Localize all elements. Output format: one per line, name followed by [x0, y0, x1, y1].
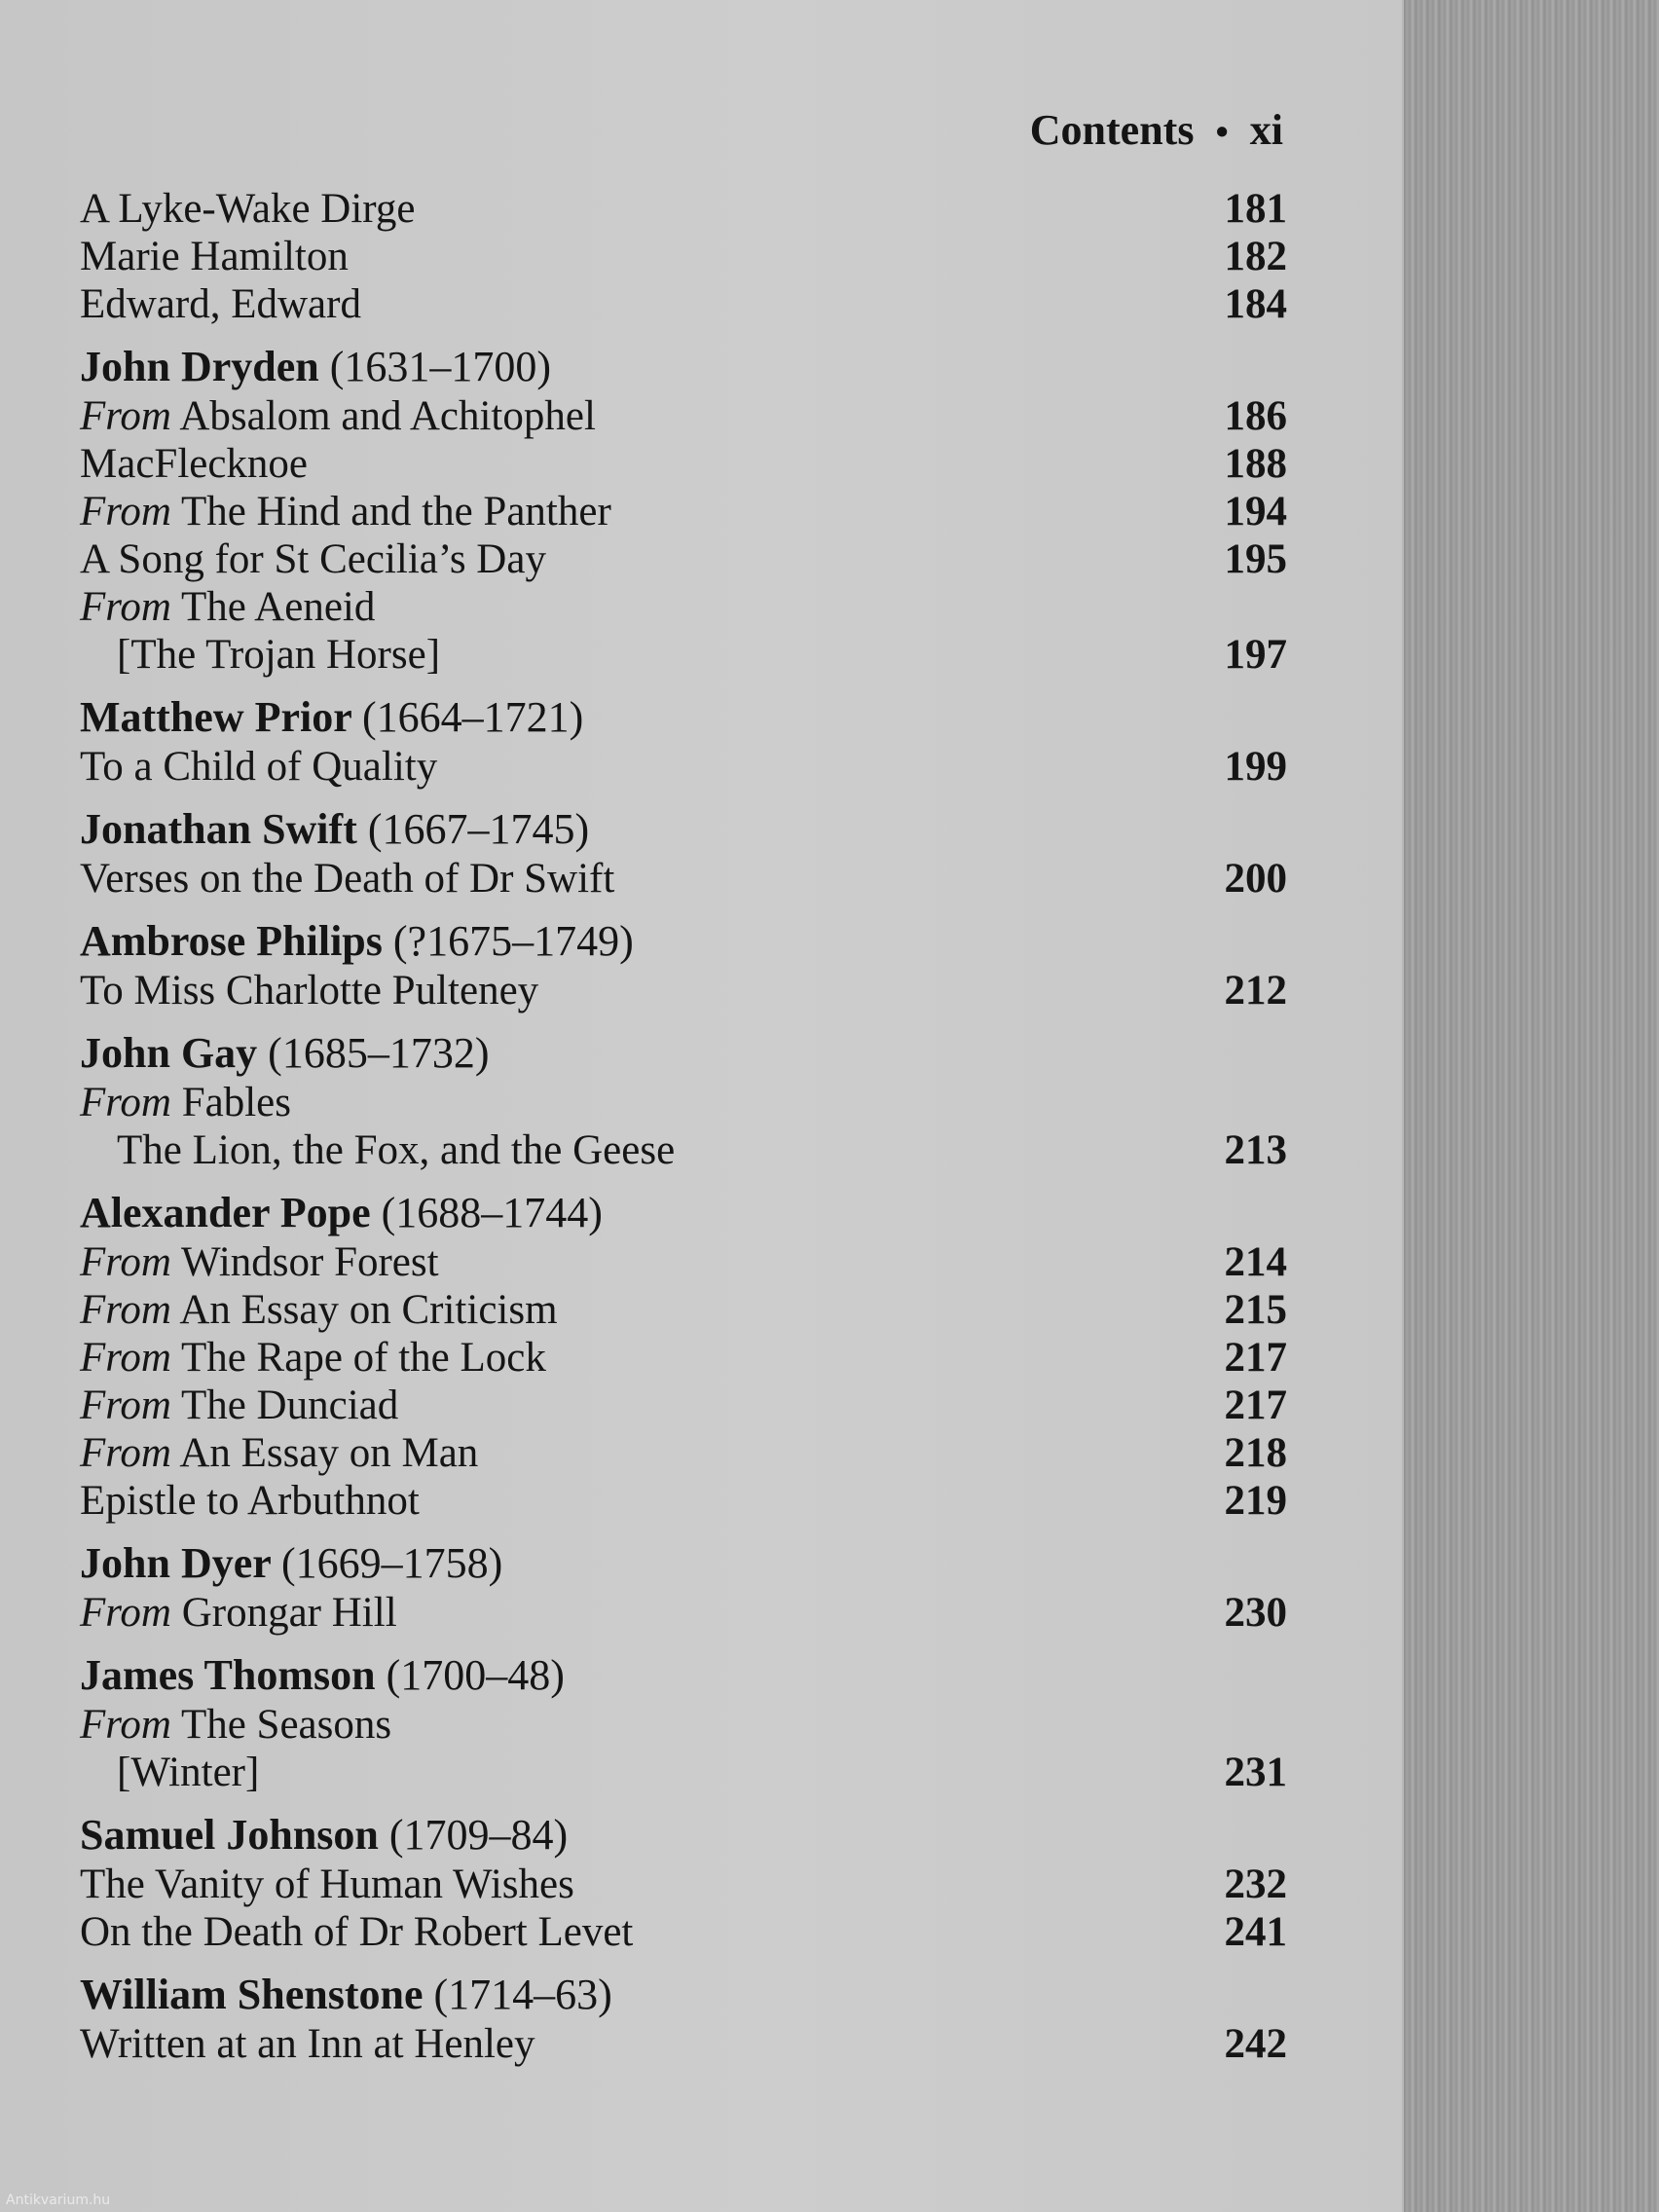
entry-title — [80, 1286, 558, 1334]
entry-title — [80, 1238, 439, 1286]
toc-entry — [80, 631, 1287, 679]
toc-entry — [80, 1908, 1287, 1956]
entry-title — [80, 1589, 397, 1637]
toc-entry — [80, 1238, 1287, 1286]
entry-title — [80, 392, 596, 440]
entry-title-text: The Seasons — [180, 1702, 392, 1748]
toc-entry — [80, 1429, 1287, 1477]
author-dates: (1669–1758) — [280, 1539, 503, 1587]
entry-title-text: Windsor Forest — [180, 1239, 439, 1285]
author-name: James Thomson — [80, 1651, 376, 1699]
entry-page-number: 231 — [1224, 1750, 1287, 1795]
toc-author-group — [80, 185, 1287, 328]
entry-prefix: From — [80, 1430, 171, 1476]
entry-title — [80, 631, 440, 679]
toc-entry — [80, 280, 1287, 328]
entry-prefix: From — [80, 489, 171, 535]
entry-title-text: An Essay on Criticism — [179, 1287, 558, 1333]
entry-title-text: The Aeneid — [180, 584, 376, 630]
entry-page-number: 181 — [1224, 186, 1287, 232]
author-dates: (?1675–1749) — [392, 917, 634, 965]
author-dates: (1700–48) — [386, 1651, 565, 1699]
author-dates: (1688–1744) — [381, 1189, 603, 1236]
toc-author-group — [80, 916, 1287, 1014]
toc-entry — [80, 1126, 1287, 1174]
author-name: John Dryden — [80, 343, 319, 390]
toc-entry — [80, 1749, 1287, 1796]
toc-entry — [80, 1382, 1287, 1429]
toc-entry — [80, 855, 1287, 903]
toc-entry — [80, 1286, 1287, 1334]
entry-title — [80, 1126, 675, 1174]
entry-title-text: Fables — [181, 1080, 291, 1125]
entry-title — [80, 2020, 535, 2068]
entry-title — [80, 1701, 391, 1749]
author-name: William Shenstone — [80, 1971, 424, 2018]
author-heading — [80, 1188, 1287, 1238]
entry-title-text: To Miss Charlotte Pulteney — [80, 968, 539, 1014]
entry-title-text: Absalom and Achitophel — [179, 393, 596, 439]
entry-page-number: 194 — [1224, 489, 1287, 535]
entry-page-number: 215 — [1224, 1287, 1287, 1333]
entry-title-text: The Vanity of Human Wishes — [80, 1862, 574, 1907]
entry-title-text: Edward, Edward — [80, 281, 361, 327]
entry-page-number: 199 — [1224, 744, 1287, 790]
author-heading — [80, 1970, 1287, 2020]
author-name: Matthew Prior — [80, 693, 351, 741]
author-heading — [80, 1538, 1287, 1589]
entry-title-text: On the Death of Dr Robert Levet — [80, 1909, 634, 1955]
entry-page-number: 188 — [1224, 441, 1287, 487]
entry-page-number: 184 — [1224, 281, 1287, 327]
entry-title — [80, 1749, 259, 1796]
entry-page-number: 186 — [1224, 393, 1287, 439]
entry-title-text: [Winter] — [117, 1750, 260, 1795]
entry-prefix: From — [80, 1590, 171, 1636]
entry-prefix: From — [80, 1239, 171, 1285]
entry-title-text: Epistle to Arbuthnot — [80, 1478, 420, 1524]
author-heading — [80, 692, 1287, 743]
toc-entry — [80, 392, 1287, 440]
entry-page-number: 242 — [1224, 2021, 1287, 2067]
entry-page-number: 212 — [1224, 968, 1287, 1014]
author-heading — [80, 1810, 1287, 1861]
entry-page-number: 217 — [1224, 1335, 1287, 1381]
entry-title-text: A Lyke-Wake Dirge — [80, 186, 416, 232]
author-heading — [80, 1650, 1287, 1701]
entry-title-text: MacFlecknoe — [80, 441, 309, 487]
entry-page-number: 213 — [1224, 1127, 1287, 1173]
entry-title-text: Written at an Inn at Henley — [80, 2021, 535, 2067]
entry-prefix: From — [80, 1335, 171, 1381]
toc-author-group — [80, 692, 1287, 791]
toc-author-group — [80, 804, 1287, 903]
entry-page-number: 230 — [1224, 1590, 1287, 1636]
author-dates: (1664–1721) — [361, 693, 584, 741]
running-header — [974, 105, 1283, 155]
toc-entry — [80, 1334, 1287, 1382]
author-name: Ambrose Philips — [80, 917, 383, 965]
toc-entry — [80, 185, 1287, 233]
entry-title — [80, 855, 614, 903]
entry-title-text: Grongar Hill — [181, 1590, 397, 1636]
entry-prefix: From — [80, 1287, 171, 1333]
entry-title — [80, 440, 308, 488]
author-name: John Gay — [80, 1029, 258, 1077]
toc-entry — [80, 535, 1287, 583]
entry-title — [80, 1079, 291, 1126]
toc-author-group — [80, 1028, 1287, 1174]
toc-author-group — [80, 1188, 1287, 1525]
entry-title — [80, 583, 375, 631]
author-heading — [80, 342, 1287, 392]
entry-title — [80, 233, 349, 280]
entry-page-number: 218 — [1224, 1430, 1287, 1476]
toc-author-group — [80, 1810, 1287, 1956]
entry-title — [80, 488, 611, 535]
author-dates: (1714–63) — [433, 1971, 612, 2018]
toc-author-group — [80, 342, 1287, 679]
entry-title-text: The Rape of the Lock — [180, 1335, 546, 1381]
toc-entry — [80, 440, 1287, 488]
header-separator: • — [1215, 112, 1229, 153]
entry-page-number: 200 — [1224, 856, 1287, 902]
table-of-contents — [80, 185, 1287, 2082]
page-edge-background — [1402, 0, 1659, 2212]
entry-title-text: Marie Hamilton — [80, 234, 349, 279]
toc-entry — [80, 1079, 1287, 1126]
author-name: Samuel Johnson — [80, 1811, 379, 1859]
entry-page-number: 217 — [1224, 1382, 1287, 1428]
entry-title-text: A Song for St Cecilia’s Day — [80, 536, 546, 582]
entry-title — [80, 1334, 546, 1382]
author-heading — [80, 804, 1287, 855]
entry-title-text: [The Trojan Horse] — [117, 632, 441, 678]
entry-prefix: From — [80, 584, 171, 630]
toc-entry — [80, 743, 1287, 791]
toc-entry — [80, 1701, 1287, 1749]
header-page-number: xi — [1249, 106, 1283, 154]
entry-title — [80, 535, 546, 583]
author-name: John Dyer — [80, 1539, 271, 1587]
entry-title — [80, 1429, 478, 1477]
toc-author-group — [80, 1650, 1287, 1796]
entry-page-number: 232 — [1224, 1862, 1287, 1907]
author-name: Jonathan Swift — [80, 805, 357, 853]
toc-author-group — [80, 1538, 1287, 1637]
author-dates: (1685–1732) — [268, 1029, 490, 1077]
entry-title-text: An Essay on Man — [179, 1430, 479, 1476]
entry-page-number: 214 — [1224, 1239, 1287, 1285]
entry-prefix: From — [80, 393, 171, 439]
author-dates: (1667–1745) — [367, 805, 590, 853]
toc-entry — [80, 2020, 1287, 2068]
entry-title — [80, 1382, 398, 1429]
entry-title — [80, 185, 415, 233]
entry-prefix: From — [80, 1080, 171, 1125]
toc-entry — [80, 583, 1287, 631]
author-dates: (1631–1700) — [329, 343, 552, 390]
entry-page-number: 241 — [1224, 1909, 1287, 1955]
entry-title-text: Verses on the Death of Dr Swift — [80, 856, 615, 902]
entry-title-text: The Hind and the Panther — [180, 489, 611, 535]
entry-title — [80, 967, 538, 1014]
toc-entry — [80, 488, 1287, 535]
entry-page-number: 182 — [1224, 234, 1287, 279]
toc-entry — [80, 1861, 1287, 1908]
watermark: Antikvarium.hu — [6, 2193, 111, 2208]
entry-prefix: From — [80, 1382, 171, 1428]
toc-entry — [80, 967, 1287, 1014]
toc-entry — [80, 233, 1287, 280]
entry-title — [80, 743, 437, 791]
header-title: Contents — [1029, 106, 1195, 154]
entry-title-text: The Lion, the Fox, and the Geese — [117, 1127, 676, 1173]
toc-entry — [80, 1477, 1287, 1525]
entry-title — [80, 1477, 420, 1525]
entry-page-number: 195 — [1224, 536, 1287, 582]
entry-page-number: 219 — [1224, 1478, 1287, 1524]
entry-page-number: 197 — [1224, 632, 1287, 678]
toc-author-group — [80, 1970, 1287, 2068]
entry-title — [80, 280, 361, 328]
entry-title — [80, 1861, 574, 1908]
author-heading — [80, 916, 1287, 967]
entry-prefix: From — [80, 1702, 171, 1748]
author-name: Alexander Pope — [80, 1189, 371, 1236]
author-dates: (1709–84) — [388, 1811, 569, 1859]
toc-entry — [80, 1589, 1287, 1637]
entry-title-text: The Dunciad — [180, 1382, 399, 1428]
author-heading — [80, 1028, 1287, 1079]
entry-title-text: To a Child of Quality — [80, 744, 438, 790]
entry-title — [80, 1908, 633, 1956]
